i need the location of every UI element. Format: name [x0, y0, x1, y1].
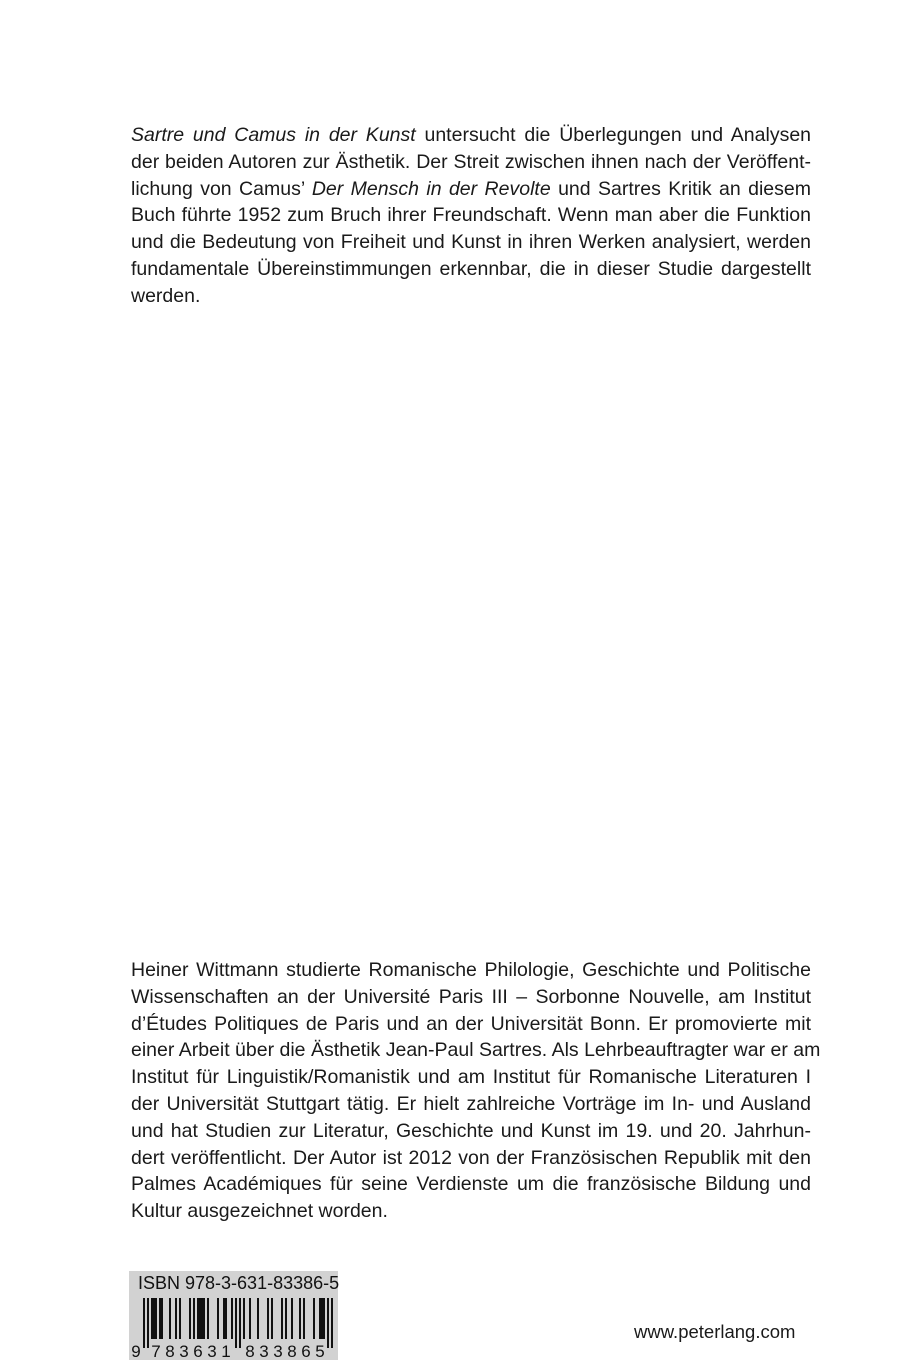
- barcode-bar: [155, 1298, 157, 1339]
- barcode-digit: 9: [131, 1342, 141, 1360]
- blurb-line: [131, 283, 811, 310]
- barcode-bar: [217, 1298, 219, 1339]
- barcode-bar: [193, 1298, 195, 1339]
- barcode-bar: [159, 1298, 161, 1339]
- barcode-digit: 3: [259, 1342, 269, 1360]
- bio-line: dert veröffentlicht. Der Autor ist 2012 von der Französischen Republik mit den: [131, 1146, 811, 1169]
- blurb-paragraph: [131, 122, 811, 310]
- barcode-bar: [197, 1298, 199, 1339]
- italic-title: Sartre und Camus in der Kunst: [131, 124, 416, 146]
- blurb-text: der beiden Autoren zur Ästhetik. Der Streit zwischen ihnen nach der Veröffent-: [131, 150, 811, 173]
- barcode-graphic: [129, 1271, 338, 1360]
- barcode-bar: [203, 1298, 205, 1339]
- isbn-barcode: [129, 1271, 338, 1360]
- barcode-bar: [319, 1298, 321, 1339]
- barcode-guard-bar: [147, 1298, 149, 1348]
- bio-line: d’Études Politiques de Paris und an der Universität Bonn. Er promovierte mit: [131, 1012, 811, 1035]
- barcode-guard-bar: [327, 1298, 329, 1348]
- barcode-bar: [231, 1298, 233, 1339]
- barcode-bar: [281, 1298, 283, 1339]
- barcode-bar: [291, 1298, 293, 1339]
- barcode-bar: [151, 1298, 153, 1339]
- barcode-bar: [303, 1298, 305, 1339]
- barcode-bar: [179, 1298, 181, 1339]
- barcode-bar: [199, 1298, 201, 1339]
- barcode-bar: [223, 1298, 225, 1339]
- barcode-guard-bar: [331, 1298, 333, 1348]
- barcode-digit: 8: [245, 1342, 255, 1360]
- barcode-bar: [249, 1298, 251, 1339]
- bio-line: Kultur ausgezeichnet worden.: [131, 1200, 388, 1223]
- barcode-bar: [189, 1298, 191, 1339]
- blurb-text: und Sartres Kritik an diesem: [550, 177, 811, 200]
- isbn-label: ISBN 978-3-631-83386-5: [138, 1273, 340, 1293]
- barcode-guard-bar: [235, 1298, 237, 1348]
- barcode-bar: [169, 1298, 171, 1339]
- barcode-bar: [323, 1298, 325, 1339]
- barcode-bar: [299, 1298, 301, 1339]
- blurb-line: [131, 176, 811, 203]
- bio-line: Institut für Linguistik/Romanistik und am Institut für Romanische Literaturen I: [131, 1066, 811, 1089]
- barcode-bar: [321, 1298, 323, 1339]
- bio-line: und hat Studien zur Literatur, Geschichte und Kunst im 19. und 20. Jahrhun-: [131, 1119, 811, 1142]
- bio-line: Palmes Académiques für seine Verdienste um die französische Bildung und: [131, 1173, 811, 1196]
- blurb-text: Buch führte 1952 zum Bruch ihrer Freundschaft. Wenn man aber die Funktion: [131, 204, 811, 227]
- barcode-guard-bar: [239, 1298, 241, 1348]
- barcode-bar: [243, 1298, 245, 1339]
- barcode-bar: [175, 1298, 177, 1339]
- bio-line: Heiner Wittmann studierte Romanische Philologie, Geschichte und Politische: [131, 959, 811, 981]
- blurb-line: [131, 149, 811, 176]
- barcode-digit: 3: [179, 1342, 189, 1360]
- barcode-bar: [225, 1298, 227, 1339]
- barcode-digit: 7: [151, 1342, 161, 1360]
- blurb-line: [131, 202, 811, 229]
- barcode-digit: 8: [165, 1342, 175, 1360]
- barcode-guard-bar: [143, 1298, 145, 1348]
- bio-line: der Universität Stuttgart tätig. Er hielt zahlreiche Vorträge im In- und Ausland: [131, 1092, 811, 1115]
- bio-line: einer Arbeit über die Ästhetik Jean-Paul Sartres. Als Lehrbeauftragter war er am: [131, 1039, 821, 1062]
- barcode-digit: 8: [287, 1342, 297, 1360]
- barcode-digit: 5: [315, 1342, 325, 1360]
- blurb-line: [131, 122, 811, 149]
- blurb-text: lichung von Camus’: [131, 177, 312, 200]
- blurb-line: [131, 229, 811, 256]
- barcode-bar: [285, 1298, 287, 1339]
- barcode-bar: [271, 1298, 273, 1339]
- blurb-text: fundamentale Übereinstimmungen erkennbar, die in dieser Studie dargestellt: [131, 257, 811, 280]
- blurb-text: werden.: [131, 284, 201, 307]
- barcode-bar: [257, 1298, 259, 1339]
- blurb-line: [131, 256, 811, 283]
- barcode-digit: 6: [193, 1342, 203, 1360]
- barcode-digit: 3: [207, 1342, 217, 1360]
- barcode-bar: [207, 1298, 209, 1339]
- barcode-digit: 6: [301, 1342, 311, 1360]
- barcode-digit: 1: [221, 1342, 231, 1360]
- barcode-bar: [267, 1298, 269, 1339]
- blurb-text: und die Bedeutung von Freiheit und Kunst in ihren Werken analysiert, werden: [131, 231, 811, 254]
- barcode-bar: [161, 1298, 163, 1339]
- barcode-bar: [153, 1298, 155, 1339]
- blurb-text: untersucht die Überlegungen und Analysen: [415, 124, 812, 146]
- barcode-bar: [313, 1298, 315, 1339]
- bio-line: Wissenschaften an der Université Paris III – Sorbonne Nouvelle, am Institut: [131, 985, 811, 1008]
- italic-title: Der Mensch in der Revolte: [311, 177, 551, 200]
- barcode-bar: [201, 1298, 203, 1339]
- publisher-website: www.peterlang.com: [634, 1321, 796, 1342]
- author-bio-paragraph: [131, 957, 821, 1225]
- barcode-digit: 3: [273, 1342, 283, 1360]
